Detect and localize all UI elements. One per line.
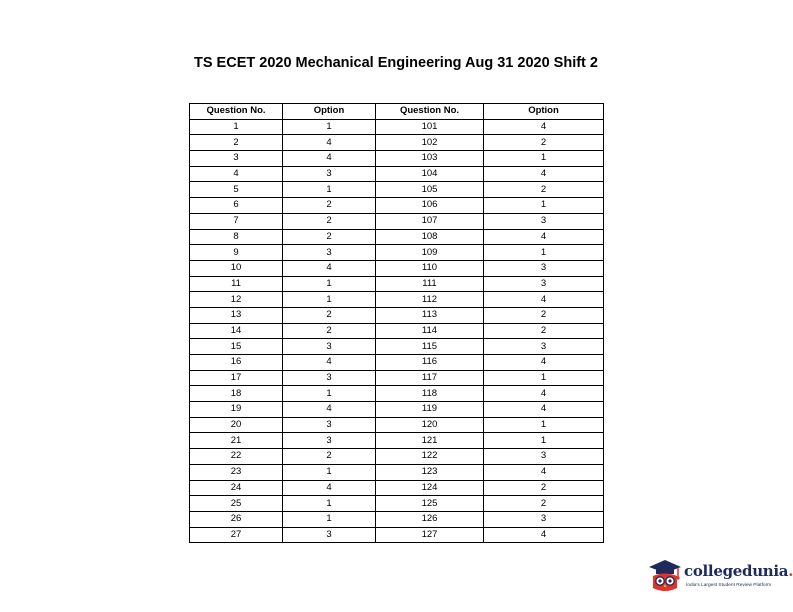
option-cell: 1 — [484, 417, 604, 433]
graduate-owl-logo-icon — [648, 558, 682, 594]
table-row — [190, 245, 604, 261]
question-no-cell: 13 — [190, 307, 283, 323]
option-cell: 4 — [484, 166, 604, 182]
question-no-cell: 18 — [190, 386, 283, 402]
question-no-cell: 102 — [376, 135, 484, 151]
question-no-cell: 8 — [190, 229, 283, 245]
option-cell: 4 — [484, 355, 604, 371]
question-no-cell: 23 — [190, 464, 283, 480]
question-no-cell: 106 — [376, 198, 484, 214]
question-no-cell: 22 — [190, 449, 283, 465]
question-no-cell: 24 — [190, 480, 283, 496]
option-cell: 2 — [283, 229, 376, 245]
option-cell: 1 — [484, 433, 604, 449]
option-cell: 2 — [283, 198, 376, 214]
table-row — [190, 182, 604, 198]
option-cell: 1 — [484, 245, 604, 261]
option-cell: 1 — [484, 370, 604, 386]
table-row — [190, 198, 604, 214]
option-cell: 3 — [484, 511, 604, 527]
question-no-cell: 2 — [190, 135, 283, 151]
header-question-no-1: Question No. — [190, 104, 283, 120]
option-cell: 1 — [484, 198, 604, 214]
option-cell: 1 — [283, 182, 376, 198]
table-row — [190, 417, 604, 433]
answer-key-table — [189, 103, 604, 543]
option-cell: 1 — [283, 119, 376, 135]
option-cell: 3 — [484, 213, 604, 229]
question-no-cell: 112 — [376, 292, 484, 308]
option-cell: 4 — [283, 260, 376, 276]
table-row — [190, 323, 604, 339]
question-no-cell: 6 — [190, 198, 283, 214]
option-cell: 4 — [283, 402, 376, 418]
question-no-cell: 105 — [376, 182, 484, 198]
table-row — [190, 229, 604, 245]
option-cell: 3 — [283, 527, 376, 543]
option-cell: 3 — [283, 166, 376, 182]
question-no-cell: 122 — [376, 449, 484, 465]
question-no-cell: 9 — [190, 245, 283, 261]
question-no-cell: 123 — [376, 464, 484, 480]
question-no-cell: 103 — [376, 151, 484, 167]
option-cell: 4 — [283, 151, 376, 167]
question-no-cell: 7 — [190, 213, 283, 229]
header-option-2: Option — [484, 104, 604, 120]
option-cell: 2 — [484, 307, 604, 323]
option-cell: 2 — [484, 135, 604, 151]
option-cell: 3 — [283, 245, 376, 261]
table-row — [190, 260, 604, 276]
page-title: TS ECET 2020 Mechanical Engineering Aug 31 2020 Shift 2 — [194, 55, 598, 71]
option-cell: 4 — [283, 480, 376, 496]
option-cell: 2 — [283, 307, 376, 323]
table-row — [190, 119, 604, 135]
option-cell: 3 — [484, 276, 604, 292]
question-no-cell: 113 — [376, 307, 484, 323]
option-cell: 1 — [283, 386, 376, 402]
option-cell: 3 — [484, 339, 604, 355]
option-cell: 3 — [283, 370, 376, 386]
option-cell: 4 — [484, 464, 604, 480]
option-cell: 3 — [484, 449, 604, 465]
question-no-cell: 110 — [376, 260, 484, 276]
table-row — [190, 449, 604, 465]
option-cell: 1 — [283, 496, 376, 512]
header-option-1: Option — [283, 104, 376, 120]
option-cell: 1 — [283, 464, 376, 480]
question-no-cell: 26 — [190, 511, 283, 527]
option-cell: 2 — [283, 449, 376, 465]
table-row — [190, 496, 604, 512]
question-no-cell: 11 — [190, 276, 283, 292]
question-no-cell: 109 — [376, 245, 484, 261]
option-cell: 3 — [283, 433, 376, 449]
table-row — [190, 370, 604, 386]
table-row — [190, 213, 604, 229]
brand-tagline: India's Largest Student Review Platform — [686, 583, 772, 588]
table-row — [190, 402, 604, 418]
question-no-cell: 10 — [190, 260, 283, 276]
question-no-cell: 116 — [376, 355, 484, 371]
header-question-no-2: Question No. — [376, 104, 484, 120]
option-cell: 3 — [283, 339, 376, 355]
table-row — [190, 355, 604, 371]
question-no-cell: 108 — [376, 229, 484, 245]
question-no-cell: 127 — [376, 527, 484, 543]
question-no-cell: 3 — [190, 151, 283, 167]
option-cell: 1 — [283, 276, 376, 292]
table-row — [190, 433, 604, 449]
question-no-cell: 115 — [376, 339, 484, 355]
question-no-cell: 114 — [376, 323, 484, 339]
option-cell: 1 — [283, 511, 376, 527]
question-no-cell: 25 — [190, 496, 283, 512]
question-no-cell: 120 — [376, 417, 484, 433]
question-no-cell: 19 — [190, 402, 283, 418]
question-no-cell: 124 — [376, 480, 484, 496]
option-cell: 2 — [484, 480, 604, 496]
table-row — [190, 307, 604, 323]
question-no-cell: 4 — [190, 166, 283, 182]
option-cell: 4 — [484, 527, 604, 543]
question-no-cell: 14 — [190, 323, 283, 339]
table-row — [190, 464, 604, 480]
question-no-cell: 107 — [376, 213, 484, 229]
option-cell: 2 — [484, 323, 604, 339]
table-row — [190, 339, 604, 355]
question-no-cell: 117 — [376, 370, 484, 386]
option-cell: 2 — [283, 213, 376, 229]
question-no-cell: 125 — [376, 496, 484, 512]
question-no-cell: 15 — [190, 339, 283, 355]
question-no-cell: 101 — [376, 119, 484, 135]
option-cell: 4 — [484, 229, 604, 245]
table-row — [190, 151, 604, 167]
option-cell: 4 — [484, 402, 604, 418]
option-cell: 1 — [484, 151, 604, 167]
question-no-cell: 20 — [190, 417, 283, 433]
option-cell: 3 — [283, 417, 376, 433]
table-row — [190, 292, 604, 308]
option-cell: 4 — [484, 386, 604, 402]
brand-name: collegedunia. — [684, 562, 793, 580]
question-no-cell: 16 — [190, 355, 283, 371]
table-header-row — [190, 104, 604, 120]
table-row — [190, 480, 604, 496]
table-body — [190, 119, 604, 543]
question-no-cell: 27 — [190, 527, 283, 543]
table-row — [190, 135, 604, 151]
table-row — [190, 386, 604, 402]
question-no-cell: 119 — [376, 402, 484, 418]
question-no-cell: 104 — [376, 166, 484, 182]
table-row — [190, 527, 604, 543]
option-cell: 3 — [484, 260, 604, 276]
option-cell: 4 — [484, 292, 604, 308]
table-row — [190, 511, 604, 527]
table-row — [190, 166, 604, 182]
table-row — [190, 276, 604, 292]
question-no-cell: 17 — [190, 370, 283, 386]
question-no-cell: 12 — [190, 292, 283, 308]
option-cell: 4 — [283, 135, 376, 151]
collegedunia-brand — [648, 556, 793, 600]
question-no-cell: 118 — [376, 386, 484, 402]
question-no-cell: 111 — [376, 276, 484, 292]
question-no-cell: 126 — [376, 511, 484, 527]
question-no-cell: 1 — [190, 119, 283, 135]
option-cell: 2 — [484, 182, 604, 198]
option-cell: 2 — [283, 323, 376, 339]
question-no-cell: 5 — [190, 182, 283, 198]
option-cell: 4 — [484, 119, 604, 135]
option-cell: 1 — [283, 292, 376, 308]
question-no-cell: 121 — [376, 433, 484, 449]
question-no-cell: 21 — [190, 433, 283, 449]
option-cell: 4 — [283, 355, 376, 371]
option-cell: 2 — [484, 496, 604, 512]
